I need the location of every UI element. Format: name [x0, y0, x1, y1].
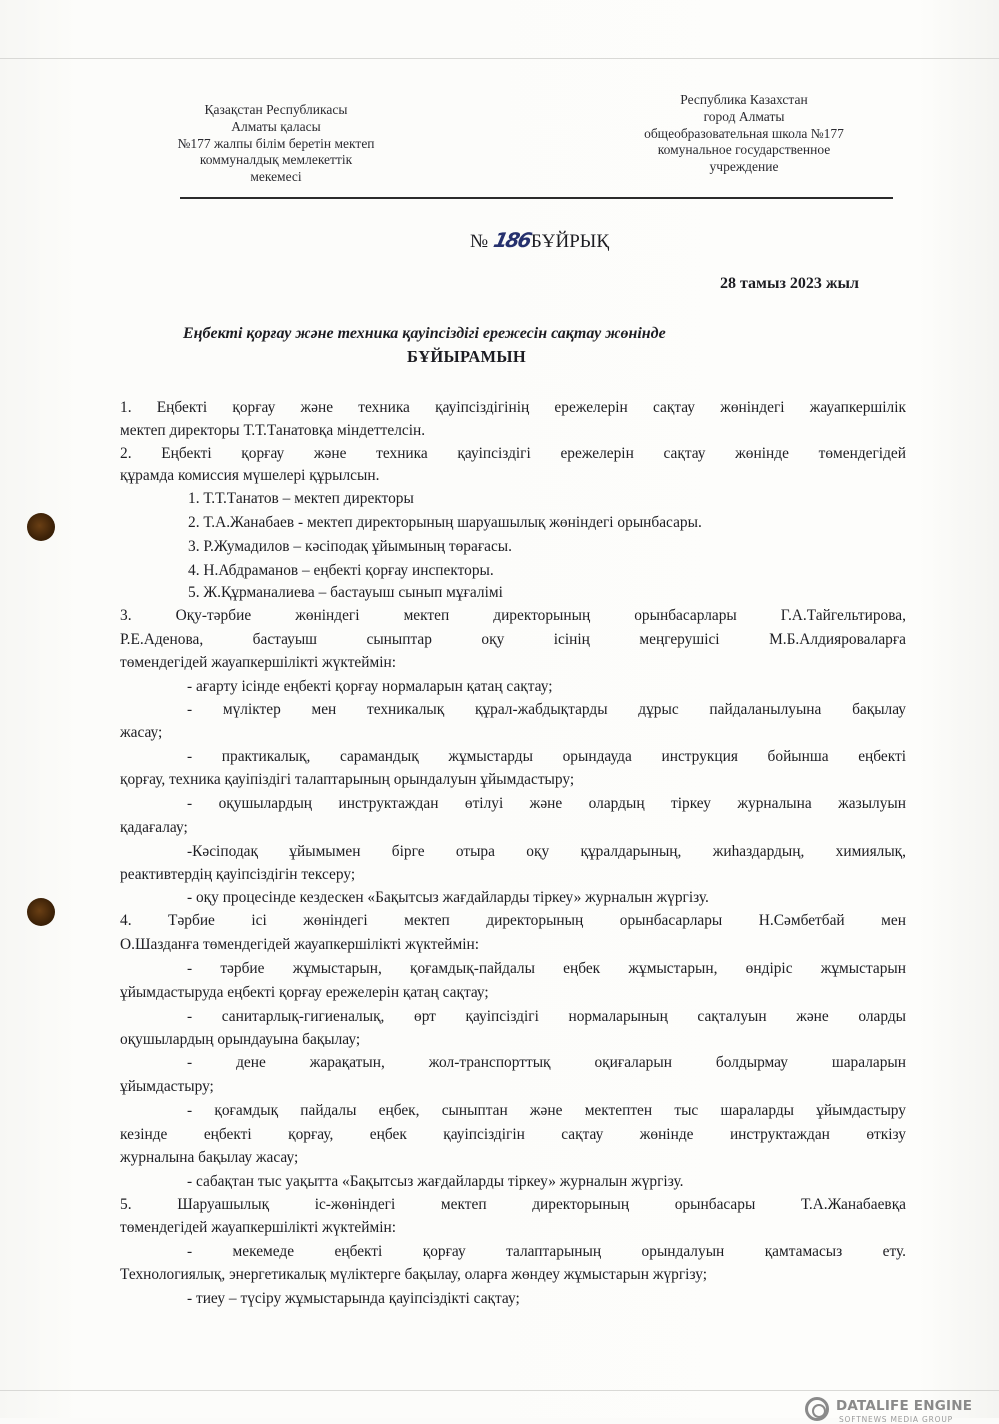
body-line: журналына бақылау жасау;: [120, 1149, 299, 1166]
header-kz-line: коммуналдық мемлекеттік: [199, 152, 353, 168]
body-line: - сабақтан тыс уақытта «Бақытсыз жағдайларды тіркеу» журналын жүргізу.: [187, 1173, 684, 1190]
body-line: 3. Оқу-тәрбие жөніндегі мектеп директорының орынбасарлары Г.А.Тайгельтирова,: [120, 607, 906, 624]
body-line: төмендегідей жауапкершілікті жүктеймін:: [120, 1219, 397, 1236]
body-line: ұйымдастыру;: [120, 1078, 214, 1095]
watermark-name: DATALIFE ENGINE: [836, 1398, 973, 1414]
body-line: - практикалық, сарамандық жұмыстарды орындауда инструкция бойынша еңбекті: [187, 748, 906, 765]
body-line: 2. Еңбекті қорғау және техника қауіпсіздігі ережелерін сақтау жөнінде төмендегідей: [120, 445, 906, 462]
body-line: 4. Н.Абдраманов – еңбекті қорғау инспекторы.: [188, 562, 494, 579]
body-line: 5. Шаруашылық іс-жөніндегі мектеп директорының орынбасары Т.А.Жанабаевқа: [120, 1196, 906, 1213]
body-line: - санитарлық-гигиеналық, өрт қауіпсіздігі нормаларының сақталуын және оларды: [187, 1008, 906, 1025]
header-ru-line: общеобразовательная школа №177: [644, 125, 844, 141]
order-number-sign: №: [470, 231, 489, 252]
order-number-handwritten: 186: [491, 228, 533, 252]
body-line: реактивтердің қауіпсіздігін тексеру;: [120, 866, 356, 883]
body-line: 5. Ж.Құрманалиева – бастауыш сынып мұғалімі: [188, 584, 503, 601]
body-line: - мүліктер мен техникалық құрал-жабдықтарды дұрыс пайдаланылуына бақылау: [187, 701, 906, 718]
watermark-logo-icon: [805, 1397, 829, 1421]
body-line: 3. Р.Жумадилов – кәсіподақ ұйымының төрағасы.: [188, 538, 512, 555]
body-line: - дене жарақатын, жол-транспорттық оқиғаларын болдырмау шараларын: [187, 1054, 906, 1071]
header-kazakh: [176, 102, 376, 186]
order-title: [470, 228, 609, 253]
body-line: - қоғамдық пайдалы еңбек, сыныптан және мектептен тыс шараларды ұйымдастыру: [187, 1102, 906, 1119]
body-line: - ағарту ісінде еңбекті қорғау нормаларын қатаң сақтау;: [187, 678, 553, 695]
header-ru-line: город Алматы: [703, 108, 785, 124]
body-line: - тиеу – түсіру жұмыстарында қауіпсіздікті сақтау;: [187, 1290, 520, 1307]
order-date: 28 тамыз 2023 жыл: [720, 275, 859, 292]
header-divider: [180, 197, 893, 199]
body-line: - тәрбие жұмыстарын, қоғамдық-пайдалы еңбек жұмыстарын, өндіріс жұмыстарын: [187, 960, 906, 977]
order-subject: Еңбекті қорғау және техника қауіпсіздігі ережесін сақтау жөнінде: [183, 325, 666, 342]
body-line: О.Шазданға төмендегідей жауапкершілікті жүктеймін:: [120, 936, 480, 953]
body-line: төмендегідей жауапкершілікті жүктеймін:: [120, 654, 397, 671]
header-kz-line: №177 жалпы білім беретін мектеп: [177, 135, 375, 151]
body-line: 4. Тәрбие ісі жөніндегі мектеп директорының орынбасарлары Н.Сәмбетбай мен: [120, 912, 906, 929]
body-line: оқушылардың орындауына бақылау;: [120, 1031, 361, 1048]
body-line: 2. Т.А.Жанабаев - мектеп директорының шаруашылық жөніндегі орынбасары.: [188, 514, 702, 531]
body-line: жасау;: [120, 724, 163, 741]
header-russian: [636, 92, 852, 176]
header-kz-line: Алматы қаласы: [231, 118, 321, 134]
body-line: -Кәсіподақ ұйымымен бірге отыра оқу құралдарының, жиһаздардың, химиялық,: [187, 843, 906, 860]
watermark-subtitle: SOFTNEWS MEDIA GROUP: [839, 1415, 953, 1424]
body-line: - оқу процесінде кездескен «Бақытсыз жағдайларды тіркеу» журналын жүргізу.: [187, 889, 709, 906]
body-line: мектеп директоры Т.Т.Танатовқа міндеттелсін.: [120, 422, 426, 439]
body-line: 1. Т.Т.Танатов – мектеп директоры: [188, 490, 414, 507]
punch-hole: [27, 898, 55, 926]
body-line: 1. Еңбекті қорғау және техника қауіпсіздігінің ережелерін сақтау жөніндегі жауапкершілік: [120, 399, 906, 416]
header-kz-line: Қазақстан Республикасы: [204, 102, 348, 117]
scan-line: [0, 1390, 999, 1391]
body-line: - мекемеде еңбекті қорғау талаптарының орындалуын қамтамасыз ету.: [187, 1243, 906, 1260]
scan-line: [0, 58, 999, 59]
body-line: кезінде еңбекті қорғау, еңбек қауіпсіздігін сақтау жөнінде инструктаждан өткізу: [120, 1126, 906, 1143]
order-title-text: БҰЙРЫҚ: [530, 231, 610, 252]
header-kz-line: мекемесі: [250, 169, 302, 185]
body-line: қадағалау;: [120, 819, 188, 836]
body-line: Р.Е.Аденова, бастауыш сыныптар оқу ісінің меңгерушісі М.Б.Алдияроваларға: [120, 631, 906, 648]
body-line: ұйымдастыруда еңбекті қорғау ережелерін қатаң сақтау;: [120, 984, 489, 1001]
body-line: қорғау, техника қауіпіздігі талаптарының орындалуын ұйымдастыру;: [120, 771, 575, 788]
body-line: құрамда комиссия мүшелері құрылсын.: [120, 467, 380, 484]
punch-hole: [27, 513, 55, 541]
body-line: Технологиялық, энергетикалық мүліктерге бақылау, оларға жөндеу жұмыстарын жүргізу;: [120, 1266, 707, 1283]
header-ru-line: комунальное государственное: [657, 142, 831, 158]
header-ru-line: Республика Казахстан: [680, 92, 808, 107]
decree-heading: БҰЙЫРАМЫН: [407, 347, 527, 366]
body-line: - оқушылардың инструктаждан өтілуі және олардың тіркеу журналына жазылуын: [187, 795, 906, 812]
header-ru-line: учреждение: [709, 159, 779, 175]
